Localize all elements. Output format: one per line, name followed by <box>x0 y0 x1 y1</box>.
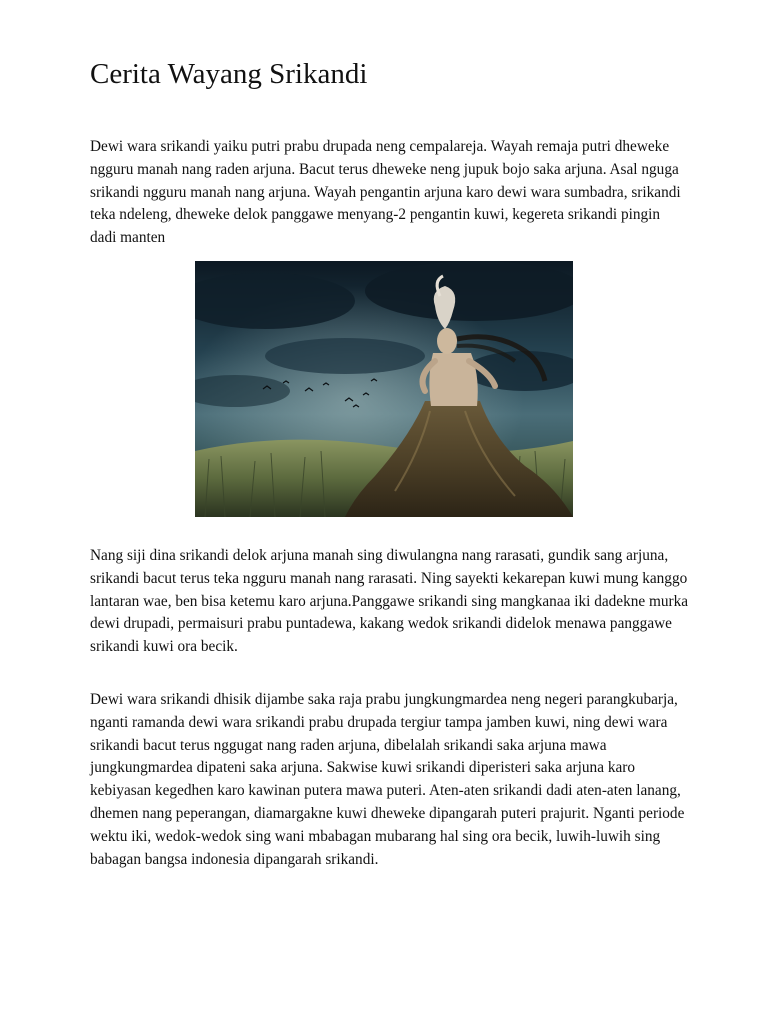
paragraph-3: Dewi wara srikandi dhisik dijambe saka raja prabu jungkungmardea neng negeri parangkubarja, nganti ramanda dewi wara srikandi prabu drupada tergiur tampa jamben kuwi, ning dewi wara srikandi bacut terus nggugat nang raden arjuna, dibelalah srikandi saka arjuna mawa jungkungmardea dipateni saka arjuna. Sakwise kuwi srikandi diperisteri saka arjuna karo kebiyasan kegedhen karo kawinan putera mawa puteri. Aten-aten srikandi dadi aten-aten lanang, dhemen nang peperangan, diamargakne kuwi dheweke dipangarah puteri prajurit. Nganti periode wektu iki, wedok-wedok sing wani mbabagan mubarang hal sing ora becik, luwih-luwih sing babagan bangsa indonesia dipangarah srikandi. <box>90 691 685 868</box>
page-title: Cerita Wayang Srikandi <box>90 58 368 90</box>
paragraph-2: Nang siji dina srikandi delok arjuna manah sing diwulangna nang rarasati, gundik sang arjuna, srikandi bacut terus teka ngguru manah nang rarasati. Ning sayekti kekarepan kuwi mung kanggo lantaran wae, ben bisa ketemu karo arjuna.Panggawe srikandi sing mangkanaa iki dadekne murka dewi drupadi, permaisuri prabu puntadewa, kakang wedok srikandi didelok menawa panggawe srikandi kuwi ora becik. <box>90 547 689 656</box>
srikandi-illustration <box>195 261 573 517</box>
paragraph-1: Dewi wara srikandi yaiku putri prabu drupada neng cempalareja. Wayah remaja putri dheweke ngguru manah nang raden arjuna. Bacut terus dheweke neng jupuk bojo saka arjuna. Asal nguga srikandi ngguru manah nang arjuna. Wayah pengantin arjuna karo dewi wara sumbadra, srikandi teka ndeleng, dheweke delok panggawe menyang-2 pengantin kuwi, kegereta srikandi pingin dadi manten <box>90 138 681 247</box>
